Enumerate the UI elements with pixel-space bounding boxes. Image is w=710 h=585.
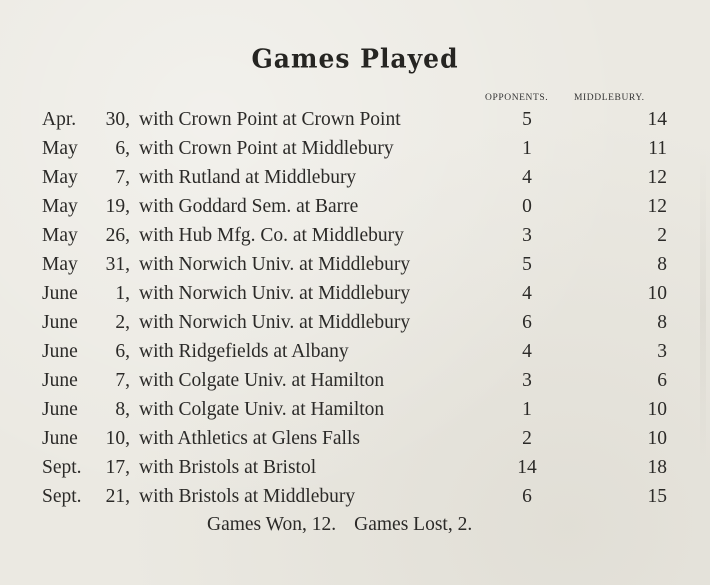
game-day: 10,: [105, 428, 130, 449]
opponents-score: 6: [522, 486, 532, 507]
opponents-score: 5: [522, 109, 532, 130]
game-description: with Ridgefields at Albany: [139, 341, 349, 362]
game-description: with Bristols at Middlebury: [139, 486, 356, 507]
opponents-score: 4: [522, 341, 532, 362]
game-day: 6,: [115, 341, 130, 362]
game-description: with Colgate Univ. at Hamilton: [139, 370, 385, 391]
game-month: June: [42, 399, 78, 420]
table-row: [0, 163, 710, 192]
middlebury-score: 11: [648, 138, 667, 159]
opponents-score: 4: [522, 283, 532, 304]
game-month: June: [42, 370, 78, 391]
table-row: [0, 221, 710, 250]
game-day: 31,: [105, 254, 130, 275]
opponents-score: 6: [522, 312, 532, 333]
season-summary: [207, 514, 472, 536]
game-month: Sept.: [42, 457, 82, 478]
game-description: with Norwich Univ. at Middlebury: [139, 254, 411, 275]
game-day: 21,: [105, 486, 130, 507]
table-row: [0, 308, 710, 337]
opponents-score: 1: [522, 138, 532, 159]
opponents-score: 2: [522, 428, 532, 449]
middlebury-score: 12: [647, 167, 667, 188]
middlebury-column-header: MIDDLEBURY.: [574, 93, 645, 103]
game-description: with Bristols at Bristol: [139, 457, 317, 478]
table-row: [0, 250, 710, 279]
game-day: 1,: [115, 283, 130, 304]
game-day: 6,: [115, 138, 130, 159]
table-row: [0, 337, 710, 366]
middlebury-score: 10: [647, 428, 667, 449]
table-row: [0, 192, 710, 221]
game-day: 7,: [115, 370, 130, 391]
games-table: [0, 105, 710, 511]
game-month: May: [42, 196, 78, 217]
table-row: [0, 366, 710, 395]
game-description: with Athletics at Glens Falls: [139, 428, 360, 449]
table-row: [0, 105, 710, 134]
game-description: with Crown Point at Crown Point: [139, 109, 401, 130]
game-month: Apr.: [42, 109, 77, 130]
bleed-through-shadow: [700, 150, 706, 470]
middlebury-score: 10: [647, 399, 667, 420]
game-month: May: [42, 167, 78, 188]
table-row: [0, 453, 710, 482]
game-day: 19,: [105, 196, 130, 217]
game-day: 7,: [115, 167, 130, 188]
opponents-score: 0: [522, 196, 532, 217]
game-description: with Norwich Univ. at Middlebury: [139, 312, 411, 333]
game-description: with Colgate Univ. at Hamilton: [139, 399, 385, 420]
opponents-column-header: OPPONENTS.: [485, 93, 549, 103]
opponents-score: 5: [522, 254, 532, 275]
game-month: Sept.: [42, 486, 82, 507]
table-row: [0, 134, 710, 163]
game-day: 17,: [105, 457, 130, 478]
game-month: May: [42, 138, 78, 159]
table-row: [0, 424, 710, 453]
page-title: Games Played: [251, 43, 459, 74]
game-month: May: [42, 254, 78, 275]
middlebury-score: 14: [647, 109, 667, 130]
game-month: June: [42, 428, 78, 449]
game-description: with Crown Point at Middlebury: [139, 138, 394, 159]
middlebury-score: 8: [657, 312, 667, 333]
game-day: 26,: [105, 225, 130, 246]
opponents-score: 4: [522, 167, 532, 188]
game-description: with Hub Mfg. Co. at Middlebury: [139, 225, 404, 246]
game-month: June: [42, 283, 78, 304]
middlebury-score: 2: [657, 225, 667, 246]
table-row: [0, 395, 710, 424]
opponents-score: 3: [522, 225, 532, 246]
opponents-score: 14: [517, 457, 537, 478]
game-month: June: [42, 341, 78, 362]
game-description: with Goddard Sem. at Barre: [139, 196, 359, 217]
game-day: 8,: [115, 399, 130, 420]
middlebury-score: 6: [657, 370, 667, 391]
middlebury-score: 12: [647, 196, 667, 217]
middlebury-score: 15: [647, 486, 667, 507]
middlebury-score: 10: [647, 283, 667, 304]
table-row: [0, 482, 710, 511]
games-won: Games Won, 12.: [207, 514, 337, 535]
game-day: 2,: [115, 312, 130, 333]
middlebury-score: 3: [657, 341, 667, 362]
opponents-score: 3: [522, 370, 532, 391]
table-row: [0, 279, 710, 308]
opponents-score: 1: [522, 399, 532, 420]
middlebury-score: 8: [657, 254, 667, 275]
game-description: with Rutland at Middlebury: [139, 167, 357, 188]
game-month: May: [42, 225, 78, 246]
game-description: with Norwich Univ. at Middlebury: [139, 283, 411, 304]
game-day: 30,: [105, 109, 130, 130]
game-month: June: [42, 312, 78, 333]
middlebury-score: 18: [647, 457, 667, 478]
games-lost: Games Lost, 2.: [354, 514, 473, 535]
